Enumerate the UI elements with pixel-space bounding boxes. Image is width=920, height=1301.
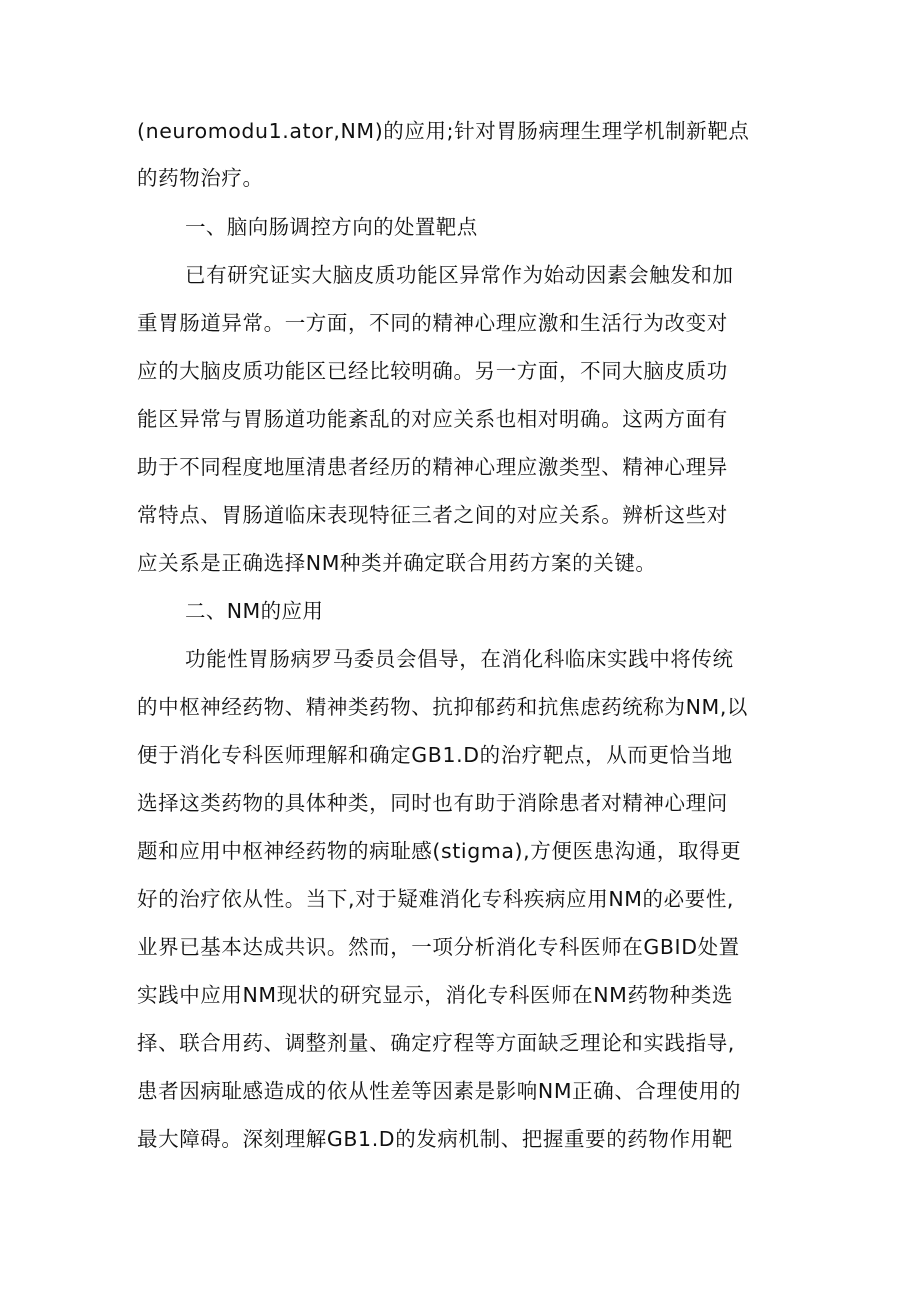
body-text-line: (neuromodu1.ator,NM)的应用;针对胃肠病理生理学机制新靶点 <box>137 119 750 143</box>
body-text-line: 功能性胃肠病罗马委员会倡导，在消化科临床实践中将传统 <box>185 647 734 671</box>
body-text-line: 能区异常与胃肠道功能紊乱的对应关系也相对明确。这两方面有 <box>137 407 728 431</box>
body-text-line: 助于不同程度地厘清患者经历的精神心理应激类型、精神心理异 <box>137 455 728 479</box>
body-text-line: 实践中应用NM现状的研究显示，消化专科医师在NM药物种类选 <box>137 983 733 1007</box>
body-text-line: 最大障碍。深刻理解GB1.D的发病机制、把握重要的药物作用靶 <box>137 1127 733 1151</box>
body-text-line: 的药物治疗。 <box>137 166 264 190</box>
body-text-line: 应关系是正确选择NM种类并确定联合用药方案的关键。 <box>137 551 657 575</box>
body-text-line: 常特点、胃肠道临床表现特征三者之间的对应关系。辨析这些对 <box>137 503 728 527</box>
body-text-line: 题和应用中枢神经药物的病耻感(stigma),方便医患沟通，取得更 <box>137 839 742 863</box>
body-text-line: 已有研究证实大脑皮质功能区异常作为始动因素会触发和加 <box>185 263 734 287</box>
section-heading-2: 二、NM的应用 <box>185 599 324 623</box>
body-text-line: 患者因病耻感造成的依从性差等因素是影响NM正确、合理使用的 <box>137 1079 741 1103</box>
body-text-line: 的中枢神经药物、精神类药物、抗抑郁药和抗焦虑药统称为NM,以 <box>137 695 749 719</box>
body-text-line: 重胃肠道异常。一方面，不同的精神心理应激和生活行为改变对 <box>137 311 728 335</box>
body-text-line: 便于消化专科医师理解和确定GB1.D的治疗靶点，从而更恰当地 <box>137 743 733 767</box>
body-text-line: 择、联合用药、调整剂量、确定疗程等方面缺乏理论和实践指导, <box>137 1031 735 1055</box>
body-text-line: 业界已基本达成共识。然而，一项分析消化专科医师在GBID处置 <box>137 935 740 959</box>
body-text-line: 选择这类药物的具体种类，同时也有助于消除患者对精神心理问 <box>137 791 728 815</box>
body-text-line: 好的治疗依从性。当下,对于疑难消化专科疾病应用NM的必要性, <box>137 887 735 911</box>
section-heading-1: 一、脑向肠调控方向的处置靶点 <box>185 215 478 239</box>
body-text-line: 应的大脑皮质功能区已经比较明确。另一方面，不同大脑皮质功 <box>137 359 728 383</box>
